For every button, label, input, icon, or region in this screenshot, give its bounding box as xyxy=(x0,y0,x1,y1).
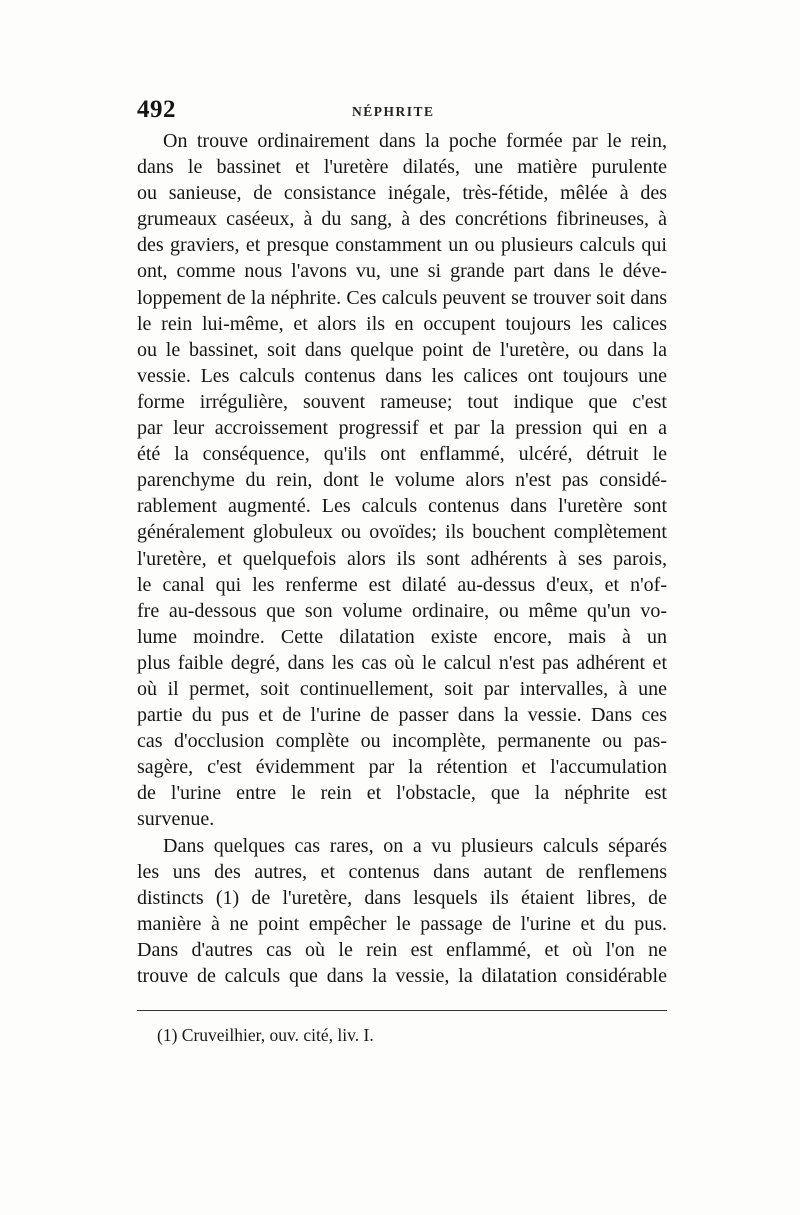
running-title: NÉPHRITE xyxy=(352,104,435,119)
text-line: rablement augmenté. Les calculs contenus dans l'uretère sont xyxy=(137,495,667,518)
page-number: 492 xyxy=(137,96,176,123)
text-line: ont, comme nous l'avons vu, une si grande part dans le déve- xyxy=(137,260,667,283)
text-line: ou sanieuse, de consistance inégale, très-fétide, mêlée à des xyxy=(137,182,667,205)
footnote: (1) Cruveilhier, ouv. cité, liv. I. xyxy=(157,1025,374,1045)
text-line: manière à ne point empêcher le passage de l'urine et du pus. xyxy=(137,912,667,935)
text-line: été la conséquence, qu'ils ont enflammé, ulcéré, détruit le xyxy=(137,443,667,466)
text-line: cas d'occlusion complète ou incomplète, permanente ou pas- xyxy=(137,730,667,753)
text-line: de l'urine entre le rein et l'obstacle, que la néphrite est xyxy=(137,782,667,805)
body-text xyxy=(137,128,667,989)
text-line: trouve de calculs que dans la vessie, la dilatation considérable xyxy=(137,965,667,987)
text-line: distincts (1) de l'uretère, dans lesquels ils étaient libres, de xyxy=(137,886,667,909)
text-line: partie du pus et de l'urine de passer dans la vessie. Dans ces xyxy=(137,704,667,727)
text-line: parenchyme du rein, dont le volume alors n'est pas considé- xyxy=(137,469,667,492)
text-line: le canal qui les renferme est dilaté au-dessus d'eux, et n'of- xyxy=(137,573,667,596)
text-line: Dans quelques cas rares, on a vu plusieurs calculs séparés xyxy=(163,834,667,857)
text-line: dans le bassinet et l'uretère dilatés, une matière purulente xyxy=(137,156,667,179)
text-line: les uns des autres, et contenus dans autant de renflemens xyxy=(137,860,667,883)
text-line: généralement globuleux ou ovoïdes; ils bouchent complètement xyxy=(137,521,667,544)
text-line: grumeaux caséeux, à du sang, à des concrétions fibrineuses, à xyxy=(137,208,667,231)
running-head xyxy=(137,96,667,126)
text-line: ou le bassinet, soit dans quelque point de l'uretère, ou dans la xyxy=(137,338,667,361)
text-line: l'uretère, et quelquefois alors ils sont adhérents à ses parois, xyxy=(137,547,667,570)
text-line: des graviers, et presque constamment un ou plusieurs calculs qui xyxy=(137,234,667,257)
text-line: forme irrégulière, souvent rameuse; tout indique que c'est xyxy=(137,390,667,413)
text-line: plus faible degré, dans les cas où le calcul n'est pas adhérent et xyxy=(137,651,667,674)
text-line: Dans d'autres cas où le rein est enflammé, et où l'on ne xyxy=(137,938,667,961)
text-line: le rein lui-même, et alors ils en occupent toujours les calices xyxy=(137,312,667,335)
text-line: fre au-dessous que son volume ordinaire, ou même qu'un vo- xyxy=(137,599,667,622)
text-line: sagère, c'est évidemment par la rétention et l'accumulation xyxy=(137,756,667,779)
text-line: vessie. Les calculs contenus dans les calices ont toujours une xyxy=(137,364,667,387)
text-line: par leur accroissement progressif et par la pression qui en a xyxy=(137,417,667,440)
text-line: où il permet, soit continuellement, soit par intervalles, à une xyxy=(137,677,667,700)
text-line: On trouve ordinairement dans la poche formée par le rein, xyxy=(163,130,667,152)
footnote-rule xyxy=(137,1010,667,1011)
text-line: loppement de la néphrite. Ces calculs peuvent se trouver soit dans xyxy=(137,286,667,309)
text-line: survenue. xyxy=(137,808,215,831)
text-line: lume moindre. Cette dilatation existe encore, mais à un xyxy=(137,625,667,648)
